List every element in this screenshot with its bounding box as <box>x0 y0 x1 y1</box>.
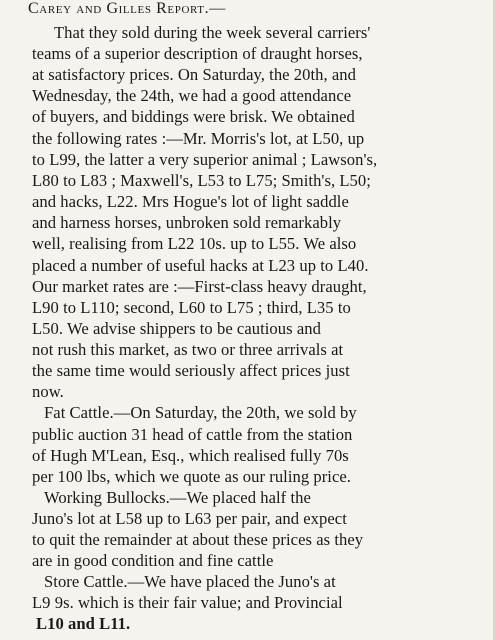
article-line: Our market rates are :—First-class heavy draught, <box>32 277 367 296</box>
article-line: at satisfactory prices. On Saturday, the 20th, and <box>32 65 356 84</box>
article-line: public auction 31 head of cattle from the station <box>32 425 353 444</box>
article-line: the following rates :—Mr. Morris's lot, at L50, up <box>32 129 365 148</box>
article-line: That they sold during the week several carriers' <box>54 23 371 42</box>
article-line: of buyers, and biddings were brisk. We obtained <box>32 107 355 126</box>
article-line: Wednesday, the 24th, we had a good attendance <box>32 86 352 105</box>
article-line: L90 to L110; second, L60 to L75 ; third, L35 to <box>32 298 351 317</box>
article-line: placed a number of useful hacks at L23 up to L40. <box>32 256 369 275</box>
article-line: the same time would seriously affect prices just <box>32 361 350 380</box>
article-line-section-working-bullocks: Working Bullocks.—We placed half the <box>44 488 311 507</box>
article-line: per 100 lbs, which we quote as our ruling price. <box>32 467 351 486</box>
article-line: of Hugh M'Lean, Esq., which realised fully 70s <box>32 446 349 465</box>
article-line: now. <box>32 382 64 401</box>
article-line: are in good condition and fine cattle <box>32 551 274 570</box>
article-line: L10 and L11. <box>36 614 131 633</box>
article-line: Juno's lot at L58 up to L63 per pair, and expect <box>32 509 347 528</box>
article-line: and hacks, L22. Mrs Hogue's lot of light saddle <box>32 192 349 211</box>
article-line: L80 to L83 ; Maxwell's, L53 to L75; Smith's, L50; <box>32 171 371 190</box>
article-line: not rush this market, as two or three arrivals at <box>32 340 344 359</box>
article-line: teams of a superior description of draught horses, <box>32 44 363 63</box>
article-line: L50. We advise shippers to be cautious and <box>32 319 321 338</box>
article-line: and harness horses, unbroken sold remarkably <box>32 213 342 232</box>
article-line: to quit the remainder at about these prices as they <box>32 530 364 549</box>
article-line: to L99, the latter a very superior animal ; Lawson's, <box>32 150 378 169</box>
article-line-section-store-cattle: Store Cattle.—We have placed the Juno's at <box>44 572 336 591</box>
article-line: L9 9s. which is their fair value; and Provincial <box>32 593 343 612</box>
article-line: well, realising from L22 10s. up to L55. We also <box>32 234 357 253</box>
article-heading: Carey and Gilles Report.— <box>28 0 226 17</box>
article-line-section-fat-cattle: Fat Cattle.—On Saturday, the 20th, we sold by <box>44 403 357 422</box>
